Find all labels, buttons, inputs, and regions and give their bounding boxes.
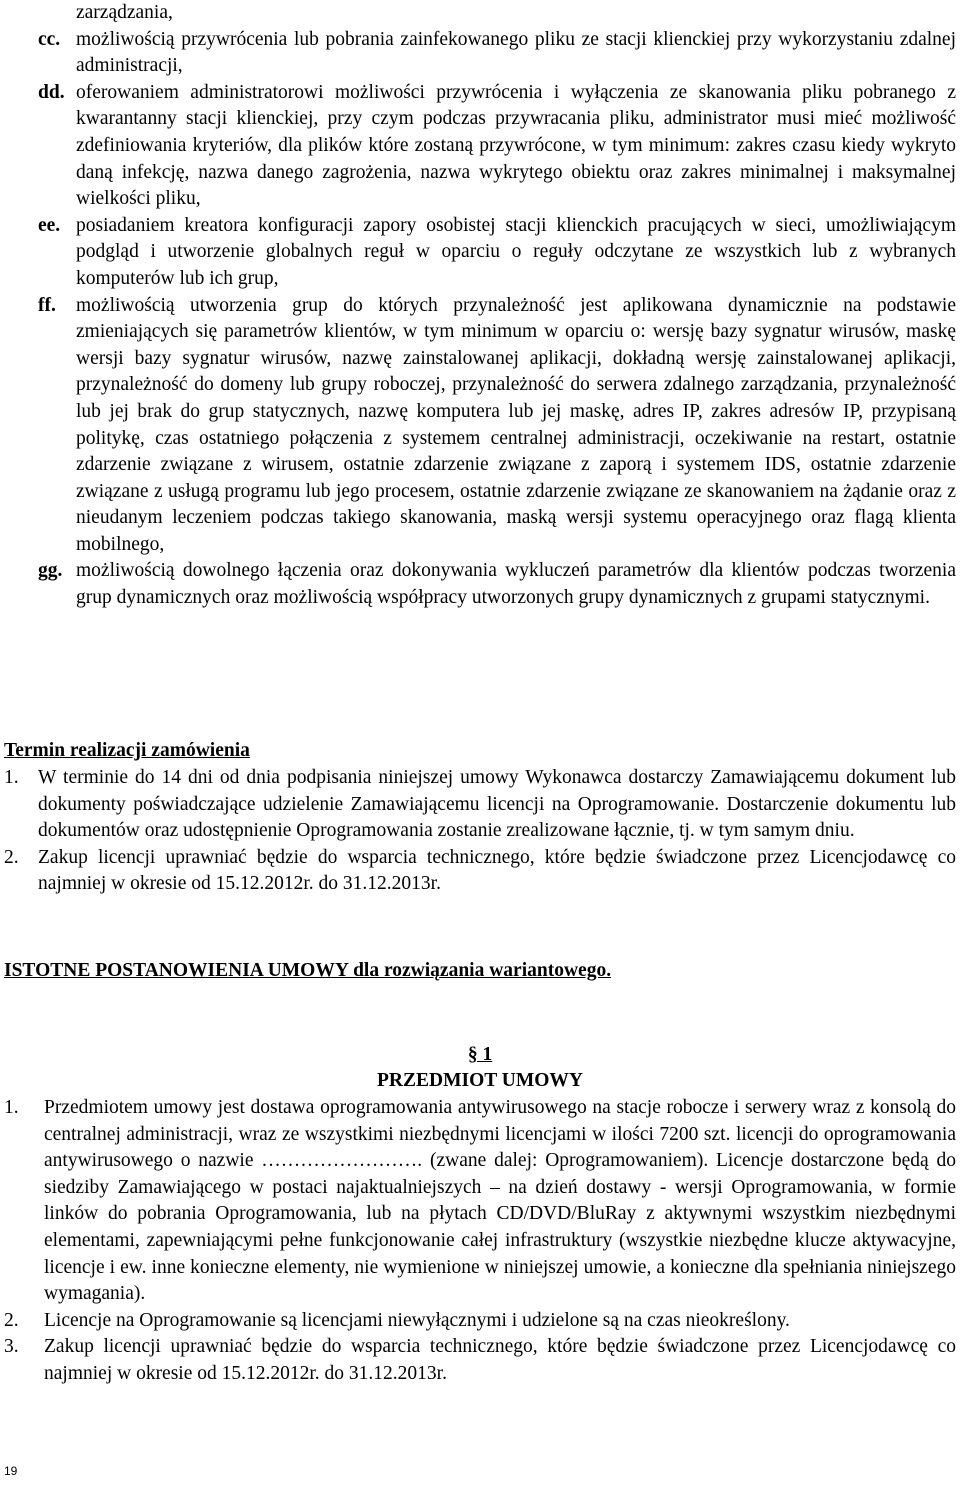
item-number: 1.: [4, 767, 19, 788]
section-list: [4, 1095, 956, 1388]
item-number: 2.: [4, 1309, 19, 1331]
list-item-text: posiadaniem kreatora konfiguracji zapory osobistej stacji klienckich pracujących w sieci, umożliwiającym podgląd i utworzenie globalnych reguł w oparciu o reguły odczytane ze wszystkich lub z wybranych komputerów lub ich grup,: [76, 214, 956, 289]
item-text: Przedmiotem umowy jest dostawa oprogramowania antywirusowego na stacje robocze i serwery wraz z konsolą do centralnej administracji, wraz ze wszystkimi niezbędnymi licencjami w ilości 7200 szt. licencji do oprogramowania antywirusowego o nazwie ……………………. (zwane dalej: Oprogramowaniem). Licencje dostarczone będą do siedziby Zamawiającego w postaci najaktualniejszych – na dzień dostawy - wersji Oprogramowania, w formie linków do pobrania Oprogramowania, lub na płytach CD/DVD/BluRay z aktywnymi wszystkim niezbędnymi elementami, zapewniającymi pełne funkcjonowanie całej infrastruktury (wszystkie niezbędne klucze aktywacyjne, licencje i ew. inne konieczne elementy, nie wymienione w niniejszej umowie, a konieczne dla spełniania niniejszego wymagania).: [44, 1097, 956, 1305]
section-number: § 1: [467, 1044, 493, 1065]
item-text: Zakup licencji uprawniać będzie do wsparcia technicznego, które będzie świadczone przez Licencjodawcę co najmniej w okresie od 15.12.2012r. do 31.12.2013r.: [38, 846, 956, 895]
section-item-1: [4, 1095, 956, 1308]
termin-list: [4, 765, 956, 898]
list-item-text: oferowaniem administratorowi możliwości przywrócenia i wyłączenia ze skanowania pliku pobranego z kwarantanny stacji klienckiej, przy czym podczas przywracania pliku, administrator musi mieć możliwość zdefiniowania kryteriów, dla plików które zostaną przywrócone, w tym minimum: zakres czasu kiedy wykryto daną infekcję, nazwa danego zagrożenia, nazwa wykrytego obiektu oraz zakres minimalnej i maksymalnej wielkości pliku,: [76, 81, 956, 210]
istotne-heading: ISTOTNE POSTANOWIENIA UMOWY dla rozwiązania wariantowego.: [4, 960, 612, 981]
list-item-ff: [38, 293, 956, 559]
list-item-cc: [38, 27, 956, 80]
list-label: ff.: [38, 294, 56, 316]
item-text: W terminie do 14 dni od dnia podpisania niniejszej umowy Wykonawca dostarczy Zamawiającemu dokument lub dokumenty poświadczające udzielenie Zamawiającemu licencji na Oprogramowanie. Dostarczenie dokumentu lub dokumentów oraz udostępnienie Oprogramowania zostanie zrealizowane łącznie, tj. w tym samym dniu.: [38, 767, 956, 842]
section-item-3: [4, 1334, 956, 1387]
list-item-ee: [38, 213, 956, 293]
item-number: 3.: [4, 1336, 19, 1358]
section-item-2: [4, 1308, 956, 1335]
list-label: cc.: [38, 28, 61, 50]
list-item-gg: [38, 558, 956, 611]
page-number: 19: [4, 1464, 18, 1478]
list-item-text: możliwością utworzenia grup do których przynależność jest aplikowana dynamicznie na podstawie zmieniających się parametrów klientów, w tym minimum w oparciu o: wersję bazy sygnatur wirusów, maskę wersji bazy sygnatur wirusów, nazwę zainstalowanej aplikacji, dokładną wersję zainstalowanej aplikacji, przynależność do domeny lub grupy roboczej, przynależność do serwera zdalnego zarządzania, przynależność lub jej brak do grup statycznych, nazwę komputera lub jej maskę, adres IP, zakres adresów IP, przypisaną politykę, czas ostatniego połączenia z systemem centralnej administracji, oczekiwanie na restart, ostatnie zdarzenie związane z wirusem, ostatnie zdarzenie związane z zaporą i systemem IDS, ostatnie zdarzenie związane z usługą programu lub jego procesem, ostatnie zdarzenie związane ze skanowaniem na żądanie oraz z nieudanym leczeniem podczas takiego skanowania, maską wersji systemu operacyjnego oraz flagą klienta mobilnego,: [76, 294, 956, 555]
termin-item-1: [4, 765, 956, 845]
list-label: dd.: [38, 81, 65, 103]
termin-heading: Termin realizacji zamówienia: [4, 740, 250, 761]
feature-list: [38, 0, 956, 612]
continuation-text: zarządzania,: [76, 2, 173, 23]
item-text: Licencje na Oprogramowanie są licencjami niewyłącznymi i udzielone są na czas nieokreślony.: [44, 1309, 790, 1331]
list-label: ee.: [38, 214, 61, 236]
list-item-dd: [38, 80, 956, 213]
termin-item-2: [4, 845, 956, 898]
item-number: 2.: [4, 846, 19, 868]
list-item-text: możliwością przywrócenia lub pobrania zainfekowanego pliku ze stacji klienckiej przy wykorzystaniu zdalnej administracji,: [76, 28, 956, 77]
list-label: gg.: [38, 560, 63, 582]
section-title: PRZEDMIOT UMOWY: [376, 1070, 584, 1091]
list-item-text: możliwością dowolnego łączenia oraz dokonywania wykluczeń parametrów dla klientów podczas tworzenia grup dynamicznych oraz możliwością współpracy utworzonych grupy dynamicznych z grupami statycznymi.: [76, 560, 956, 609]
item-number: 1.: [4, 1097, 19, 1118]
item-text: Zakup licencji uprawniać będzie do wsparcia technicznego, które będzie świadczone przez Licencjodawcę co najmniej w okresie od 15.12.2012r. do 31.12.2013r.: [44, 1336, 956, 1384]
